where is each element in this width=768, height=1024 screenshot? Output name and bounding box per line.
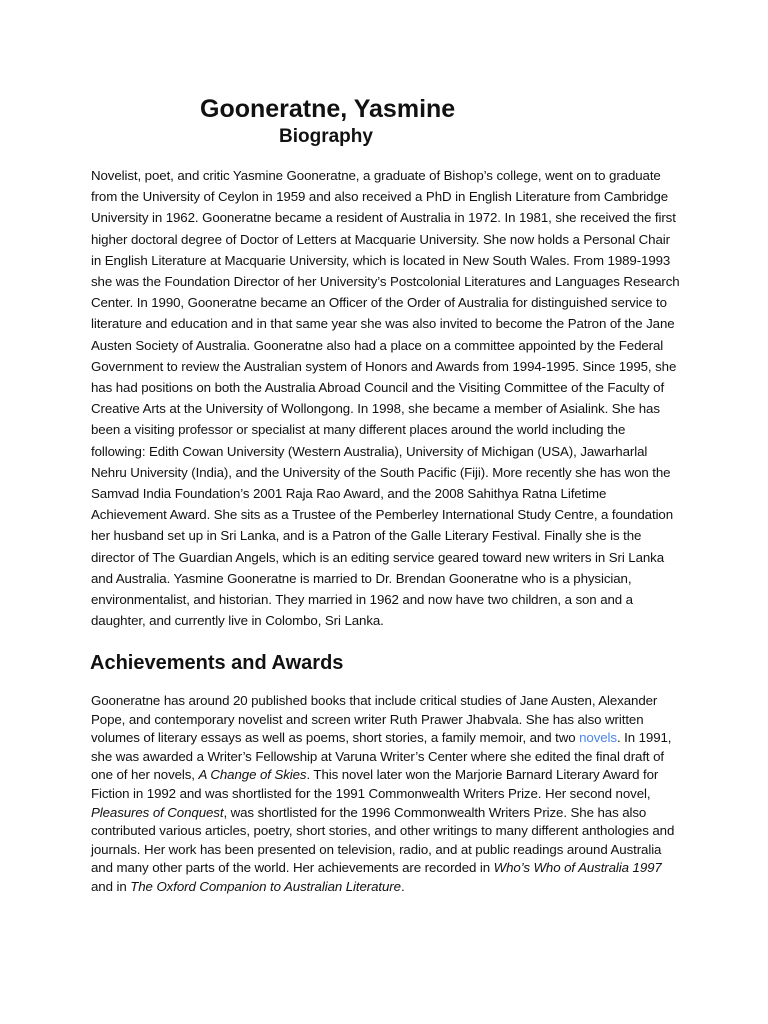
achievements-text-4: , was shortlisted for the 1996 Commonwealth Writers Prize. She has also contributed various articles, poetry, short stories, and other writings to many different anthologies and journals. Her work has been presented on television, radio, and at public readings around Australia and many other parts of the world. Her achievements are recorded in [91,804,675,876]
book-title-whos-who: Who’s Who of Australia 1997 [493,860,662,876]
book-title-oxford-companion: The Oxford Companion to Australian Literature [130,878,401,894]
page-subtitle: Biography [279,126,373,147]
biography-paragraph: Novelist, poet, and critic Yasmine Gooneratne, a graduate of Bishop’s college, went on to graduate from the University of Ceylon in 1959 and also received a PhD in English Literature from Cambridge University in 1962. Gooneratne became a resident of Australia in 1972. In 1981, she received the first higher doctoral degree of Doctor of Letters at Macquarie University. She now holds a Personal Chair in English Literature at Macquarie University, which is located in New South Wales. From 1989-1993 she was the Foundation Director of her University’s Postcolonial Literatures and Languages Research Center. In 1990, Gooneratne became an Officer of the Order of Australia for distinguished service to literature and education and in that same year she was also invited to become the Patron of the Jane Austen Society of Australia. Gooneratne also had a place on a committee appointed by the Federal Government to review the Australian system of Honors and Awards from 1994-1995. Since 1995, she has had positions on both the Australia Abroad Council and the Visiting Committee of the Faculty of Creative Arts at the University of Wollongong. In 1998, she became a member of Asialink. She has been a visiting professor or specialist at many different places around the world including the following: Edith Cowan University (Western Australia), University of Michigan (USA), Jawarharlal Nehru University (India), and the University of the South Pacific (Fiji). More recently she has won the Samvad India Foundation’s 2001 Raja Rao Award, and the 2008 Sahithya Ratna Lifetime Achievement Award. She sits as a Trustee of the Pemberley International Study Centre, a foundation her husband set up in Sri Lanka, and is a Patron of the Galle Literary Festival. Finally she is the director of The Guardian Angels, which is an editing service geared toward new writers in Sri Lanka and Australia. Yasmine Gooneratne is married to Dr. Brendan Gooneratne who is a physician, environmentalist, and historian. They married in 1962 and now have two children, a son and a daughter, and currently live in Colombo, Sri Lanka. [91,168,680,629]
novels-link[interactable]: novels [579,730,617,746]
achievements-text-2: . In 1991, she was awarded a Writer’s Fellowship at Varuna Writer’s Center where she edited the final draft of one of her novels, [91,730,672,783]
achievements-heading: Achievements and Awards [90,652,344,674]
page-title: Gooneratne, Yasmine [200,95,456,123]
achievements-text-1: Gooneratne has around 20 published books that include critical studies of Jane Austen, Alexander Pope, and contemporary novelist and screen writer Ruth Prawer Jhabvala. She has also written volumes of literary essays as well as poems, short stories, a family memoir, and two [91,693,658,746]
achievements-text-5: and in [91,878,131,894]
book-title-change-of-skies: A Change of Skies [198,767,307,783]
achievements-paragraph [91,692,681,897]
achievements-text-3: . This novel later won the Marjorie Barnard Literary Award for Fiction in 1992 and was shortlisted for the 1991 Commonwealth Writers Prize. Her second novel, [91,767,659,801]
book-title-pleasures-of-conquest: Pleasures of Conquest [91,804,224,820]
achievements-text-6: . [400,878,405,894]
